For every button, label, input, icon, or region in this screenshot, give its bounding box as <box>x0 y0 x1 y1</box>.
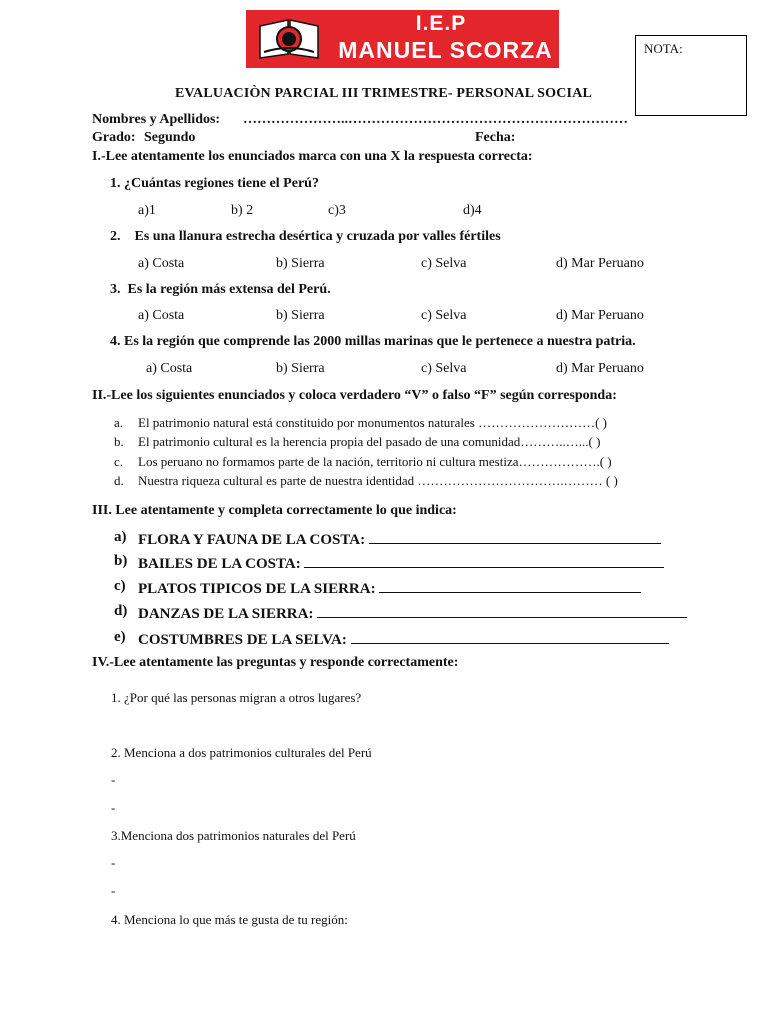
q1-option-a[interactable]: a)1 <box>138 203 156 218</box>
question-4: 4. Es la región que comprende las 2000 millas marinas que le pertenece a nuestra patria. <box>110 334 636 349</box>
s3-item-a <box>138 529 661 549</box>
q2-option-a[interactable]: a) Costa <box>138 256 185 271</box>
question-2: 2. Es una llanura estrecha desértica y cruzada por valles fértiles <box>110 229 501 244</box>
q2-option-c[interactable]: c) Selva <box>421 256 467 271</box>
s3-item-c-label: PLATOS TIPICOS DE LA SIERRA: <box>138 581 376 597</box>
section-3-heading: III. Lee atentamente y completa correctamente lo que indica: <box>92 503 457 518</box>
q4-option-c[interactable]: c) Selva <box>421 361 467 376</box>
s3-item-c <box>138 578 641 598</box>
s2-letter-a: a. <box>114 415 124 430</box>
s3-letter-e: e) <box>114 629 126 645</box>
s2-letter-c: c. <box>114 454 124 469</box>
q4-option-b[interactable]: b) Sierra <box>276 361 325 376</box>
q1-option-c[interactable]: c)3 <box>328 203 346 218</box>
q2-option-d[interactable]: d) Mar Peruano <box>556 256 644 271</box>
q3-option-b[interactable]: b) Sierra <box>276 308 325 323</box>
section-2-heading: II.-Lee los siguientes enunciados y coloca verdadero “V” o falso “F” según corresponda: <box>92 388 617 403</box>
s2-statement-b[interactable]: El patrimonio cultural es la herencia propia del pasado de una comunidad………..…...( ) <box>138 434 601 449</box>
s2-statement-d[interactable]: Nuestra riqueza cultural es parte de nuestra identidad …………………………….……… ( ) <box>138 473 618 488</box>
section-4-heading: IV.-Lee atentamente las preguntas y responde correctamente: <box>92 655 459 670</box>
q1-option-d[interactable]: d)4 <box>463 203 482 218</box>
s4-question-1: 1. ¿Por qué las personas migran a otros lugares? <box>111 690 362 705</box>
school-crest-icon <box>254 14 324 64</box>
school-logo <box>246 10 559 68</box>
s2-statement-a[interactable]: El patrimonio natural está constituido por monumentos naturales ………………………( ) <box>138 415 608 430</box>
logo-line-2: MANUEL SCORZA <box>338 37 553 63</box>
section-1-heading: I.-Lee atentamente los enunciados marca con una X la respuesta correcta: <box>92 149 533 164</box>
grade-value: Segundo <box>144 130 196 145</box>
q3-option-d[interactable]: d) Mar Peruano <box>556 308 644 323</box>
s2-letter-b: b. <box>114 434 124 449</box>
s4-q3-answer-1[interactable]: - <box>111 855 116 870</box>
logo-line-1: I.E.P <box>415 12 467 35</box>
s2-statement-c[interactable]: Los peruano no formamos parte de la nación, territorio ni cultura mestiza……………….( ) <box>138 454 612 469</box>
s4-q3-answer-2[interactable]: - <box>111 883 116 898</box>
s3-item-b-label: BAILES DE LA COSTA: <box>138 556 301 572</box>
s3-answer-line-b[interactable] <box>304 553 664 568</box>
s4-question-4: 4. Menciona lo que más te gusta de tu región: <box>111 912 348 927</box>
q3-option-c[interactable]: c) Selva <box>421 308 467 323</box>
s4-q2-answer-2[interactable]: - <box>111 800 116 815</box>
s3-letter-b: b) <box>114 553 128 569</box>
s3-item-b <box>138 553 664 573</box>
s3-letter-a: a) <box>114 529 127 545</box>
grade-box-label: NOTA: <box>644 41 683 56</box>
s3-item-d-label: DANZAS DE LA SIERRA: <box>138 606 314 622</box>
s4-q2-answer-1[interactable]: - <box>111 772 116 787</box>
s4-question-3: 3.Menciona dos patrimonios naturales del Perú <box>111 828 356 843</box>
s3-answer-line-c[interactable] <box>379 578 641 593</box>
s3-item-d <box>138 603 687 623</box>
exam-title: EVALUACIÒN PARCIAL III TRIMESTRE- PERSONAL SOCIAL <box>175 86 593 101</box>
s2-letter-d: d. <box>114 473 124 488</box>
s3-item-a-label: FLORA Y FAUNA DE LA COSTA: <box>138 532 366 548</box>
names-label: Nombres y Apellidos: <box>92 112 221 127</box>
date-label: Fecha: <box>475 130 516 145</box>
s3-letter-d: d) <box>114 603 128 619</box>
grade-box[interactable] <box>635 35 747 116</box>
q4-option-d[interactable]: d) Mar Peruano <box>556 361 644 376</box>
s4-question-2: 2. Menciona a dos patrimonios culturales del Perú <box>111 745 372 760</box>
question-1: 1. ¿Cuántas regiones tiene el Perú? <box>110 176 319 191</box>
q2-option-b[interactable]: b) Sierra <box>276 256 325 271</box>
q1-option-b[interactable]: b) 2 <box>231 203 254 218</box>
s3-answer-line-e[interactable] <box>351 629 669 644</box>
q4-option-a[interactable]: a) Costa <box>146 361 193 376</box>
grade-label: Grado: <box>92 130 136 145</box>
question-3: 3. Es la región más extensa del Perú. <box>110 282 331 297</box>
s3-answer-line-a[interactable] <box>369 529 661 544</box>
names-field[interactable]: …………………..…………………………………………………… <box>243 112 628 127</box>
s3-answer-line-d[interactable] <box>317 603 687 618</box>
s3-item-e <box>138 629 669 649</box>
s3-letter-c: c) <box>114 578 126 594</box>
s3-item-e-label: COSTUMBRES DE LA SELVA: <box>138 632 347 648</box>
q3-option-a[interactable]: a) Costa <box>138 308 185 323</box>
